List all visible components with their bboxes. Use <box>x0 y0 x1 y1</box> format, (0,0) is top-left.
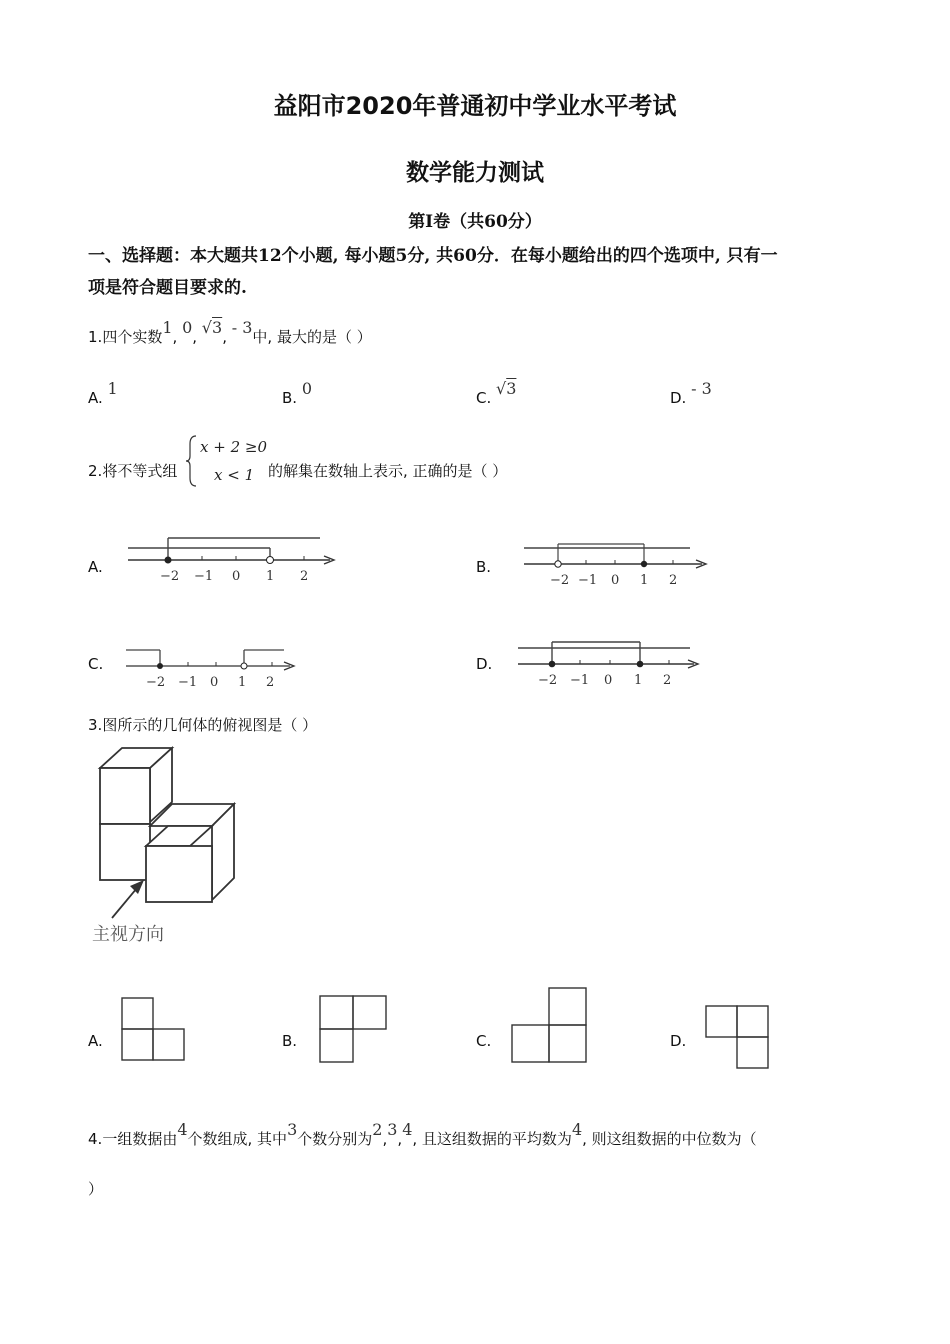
page-title: 益阳市2020年普通初中学业水平考试 <box>273 92 677 120</box>
number-line-c <box>124 646 304 692</box>
tick-label: 0 <box>210 675 219 690</box>
q2-option-c[interactable]: C. <box>88 655 104 673</box>
question-number: 1. <box>88 328 103 346</box>
math-number: 1 <box>162 318 173 337</box>
q3-option-d[interactable]: D. <box>670 1032 687 1050</box>
tick-label: 0 <box>611 573 620 588</box>
direction-label: 主视方向 <box>92 924 164 945</box>
question-number: 2. <box>88 462 103 480</box>
section-line-1: 一、选择题：本大题共12个小题, 每小题5分, 共60分．在每小题给出的四个选项中, 只有一 <box>88 246 778 266</box>
tick-label: −1 <box>194 569 214 584</box>
option-value: √3 <box>496 379 517 398</box>
option-label: B. <box>282 389 298 407</box>
question-4: 4.一组数据由4个数组成, 其中3个数分别为2,3,4, 且这组数据的平均数为4, 则这组数据的中位数为（ <box>88 1120 757 1148</box>
number-line-d <box>514 638 704 692</box>
question-3 <box>88 714 317 735</box>
closed-point <box>165 557 172 564</box>
q1-option-a[interactable] <box>88 379 118 407</box>
tick-label: 1 <box>266 569 275 584</box>
open-point <box>267 557 274 564</box>
geometric-solid-figure <box>88 742 248 948</box>
q1-option-d[interactable] <box>670 379 712 407</box>
open-point <box>555 561 561 567</box>
sqrt-radicand: 3 <box>506 379 517 398</box>
part-title: 第Ⅰ卷（共60分） <box>408 212 542 232</box>
q2-option-d[interactable]: D. <box>476 655 493 673</box>
q2-option-a[interactable]: A. <box>88 558 103 576</box>
tick-label: −2 <box>160 569 180 584</box>
option-label: A. <box>88 389 103 407</box>
tick-label: 2 <box>266 675 275 690</box>
math-number: 4 <box>177 1120 188 1139</box>
question-text: 个数组成, 其中 <box>187 1130 288 1148</box>
question-2 <box>88 460 177 481</box>
question-4-close: ） <box>88 1180 104 1198</box>
math-number: 4 <box>402 1120 413 1139</box>
math-number: 4 <box>571 1120 583 1139</box>
question-text: 中, 最大的是（ ） <box>252 328 372 346</box>
tick-label: 0 <box>232 569 241 584</box>
math-number: 0 <box>182 318 193 337</box>
closed-point <box>637 661 644 668</box>
question-number: 3. <box>88 716 103 734</box>
question-text: 四个实数 <box>102 328 163 346</box>
open-point <box>241 663 247 669</box>
question-1: 1.四个实数1, 0, √3, - 3中, 最大的是（ ） <box>88 318 372 346</box>
question-text: , 且这组数据的平均数为 <box>412 1130 572 1148</box>
section-instructions <box>88 240 868 304</box>
page-subtitle: 数学能力测试 <box>406 160 544 186</box>
question-text: 将不等式组 <box>102 462 178 480</box>
sqrt-radicand: 3 <box>212 318 223 337</box>
math-number: - 3 <box>231 318 253 337</box>
number-line-a <box>124 530 340 588</box>
option-value: 1 <box>107 379 118 398</box>
inequality-system <box>186 432 268 490</box>
option-value: 0 <box>301 379 313 398</box>
tick-label: 1 <box>640 573 649 588</box>
closed-point <box>157 663 163 669</box>
q2-option-b[interactable]: B. <box>476 558 492 576</box>
question-number: 4. <box>88 1130 103 1148</box>
question-text: 图所示的几何体的俯视图是（ ） <box>102 716 318 734</box>
tick-label: −2 <box>550 573 570 588</box>
tick-label: 1 <box>634 673 643 688</box>
tick-label: 2 <box>663 673 672 688</box>
tick-label: 2 <box>300 569 309 584</box>
tick-label: 2 <box>669 573 678 588</box>
math-number: 3 <box>387 1120 398 1139</box>
q3-option-c-figure <box>510 986 590 1066</box>
q3-option-d-figure <box>704 1004 770 1070</box>
math-number: 2 <box>372 1120 383 1139</box>
question-text: 个数分别为 <box>297 1130 373 1148</box>
q3-option-b-figure <box>318 994 388 1064</box>
brace-icon <box>186 436 196 486</box>
q1-option-b[interactable] <box>282 379 313 407</box>
closed-point <box>549 661 556 668</box>
math-number: 3 <box>287 1120 298 1139</box>
option-label: D. <box>670 389 687 407</box>
q3-option-a-figure <box>120 996 188 1064</box>
closed-point <box>641 561 647 567</box>
q3-option-b[interactable]: B. <box>282 1032 298 1050</box>
q1-option-c[interactable] <box>476 379 517 407</box>
number-line-b <box>520 540 710 592</box>
q3-option-c[interactable]: C. <box>476 1032 492 1050</box>
question-text: , 则这组数据的中位数为（ <box>582 1130 757 1148</box>
question-text: 一组数据由 <box>102 1130 178 1148</box>
tick-label: 1 <box>238 675 247 690</box>
tick-label: −2 <box>538 673 558 688</box>
arrow-head-icon <box>130 880 144 894</box>
option-label: C. <box>476 389 492 407</box>
math-sqrt: √3 <box>201 318 223 337</box>
inequality-1: x + 2 ≥0 <box>200 438 267 456</box>
inequality-2: x < 1 <box>214 466 255 484</box>
tick-label: −1 <box>570 673 590 688</box>
section-line-2: 项是符合题目要求的. <box>88 278 247 298</box>
tick-label: −1 <box>578 573 598 588</box>
tick-label: −1 <box>178 675 198 690</box>
question-2-tail: 的解集在数轴上表示, 正确的是（ ） <box>268 462 508 480</box>
tick-label: −2 <box>146 675 166 690</box>
option-value: - 3 <box>691 379 712 398</box>
q3-option-a[interactable]: A. <box>88 1032 103 1050</box>
tick-label: 0 <box>604 673 613 688</box>
